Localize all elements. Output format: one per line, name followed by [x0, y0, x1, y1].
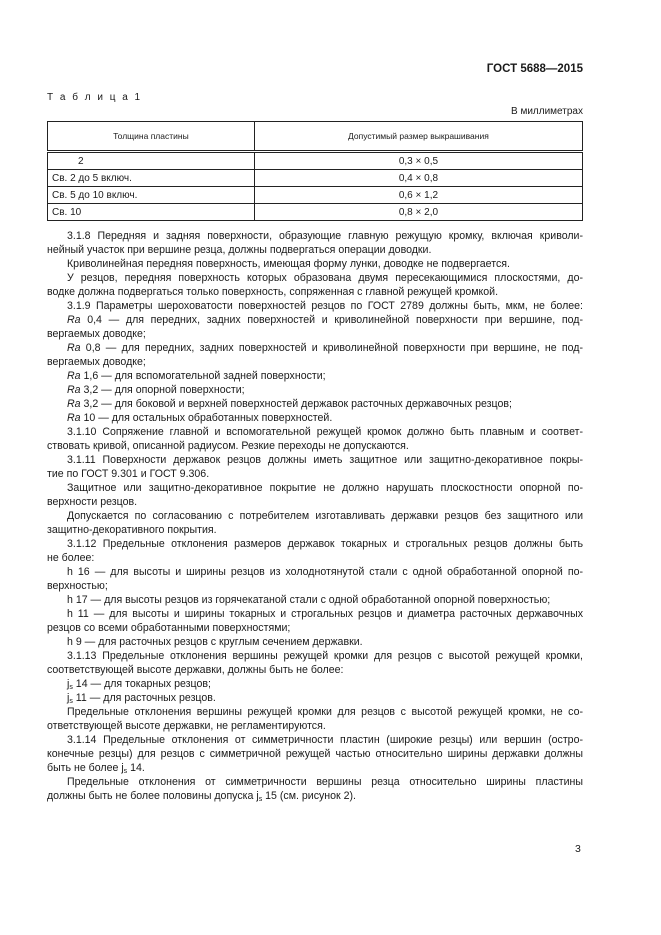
text-segment: j [67, 678, 70, 690]
text-line [47, 551, 583, 565]
text-segment: h 11 — для высоты и ширины токарных и строгальных резцов и диаметра расточных державочных [67, 608, 583, 620]
table-row [48, 204, 583, 221]
text-segment: не более: [47, 552, 95, 564]
text-segment: Криволинейная передняя поверхность, имеющая форму лунки, доводке не подвергается. [67, 258, 510, 270]
table-cell: 0,3 × 0,5 [254, 152, 582, 170]
text-line [47, 383, 583, 397]
text-line [47, 369, 583, 383]
subscript: s [69, 684, 73, 691]
column-header: Допустимый размер выкрашивания [254, 122, 582, 152]
table-row [48, 187, 583, 204]
text-segment: h 9 — для расточных резцов с круглым сечением державки. [67, 636, 363, 648]
text-line [47, 733, 583, 747]
text-segment: Защитное или защитно-декоративное покрытие не должно нарушать плоскостности опорной по- [67, 482, 583, 494]
text-segment: верхности резцов. [47, 496, 138, 508]
table-row [48, 170, 583, 187]
text-segment: Ra [67, 412, 81, 424]
text-segment: 3.1.9 Параметры шероховатости поверхностей резцов по ГОСТ 2789 должны быть, мкм, не более: [67, 300, 583, 312]
text-line [47, 607, 583, 621]
text-segment: Ra [67, 342, 81, 354]
text-line [47, 313, 583, 327]
text-segment: Ra [67, 370, 81, 382]
text-segment: Ra [67, 398, 81, 410]
table-units: В миллиметрах [511, 106, 583, 117]
text-line [47, 439, 583, 453]
text-line [47, 481, 583, 495]
text-line [47, 579, 583, 593]
text-segment: 3.1.14 Предельные отклонения от симметричности пластин (широкие резцы) или вершин (остро- [67, 734, 583, 746]
table-cell: 0,6 × 1,2 [254, 187, 582, 204]
text-segment: 14 — для токарных резцов; [72, 678, 211, 690]
text-segment: У резцов, передняя поверхность которых образована двумя пересекающимися плоскостями, до- [67, 272, 583, 284]
text-line [47, 635, 583, 649]
text-segment: 0,4 — для передних, задних поверхностей и криволинейной поверхности при вершине, под- [80, 314, 583, 326]
text-segment: должны быть не более половины допуска j [47, 790, 259, 802]
text-line [47, 719, 583, 733]
text-segment: j [67, 692, 70, 704]
text-line [47, 341, 583, 355]
text-segment: водке должна подвергаться только поверхность, сопряженная с главной режущей кромкой. [47, 286, 499, 298]
subscript: s [258, 796, 263, 803]
table-cell: Св. 10 [48, 204, 255, 221]
text-segment: 3,2 — для опорной поверхности; [80, 384, 245, 396]
text-segment: верхностью; [47, 580, 108, 592]
text-segment: h 17 — для высоты резцов из горячекатаной стали с одной обработанной опорной поверхностью; [67, 594, 551, 606]
text-line [47, 453, 583, 467]
text-line [47, 761, 583, 775]
text-line [47, 621, 583, 635]
subscript: s [69, 698, 73, 705]
table-cell: Св. 2 до 5 включ. [48, 170, 255, 187]
text-segment: 14. [127, 762, 145, 774]
document-header: ГОСТ 5688—2015 [486, 63, 583, 75]
text-line [47, 467, 583, 481]
table-cell: 2 [48, 152, 255, 170]
text-segment: Предельные отклонения от симметричности вершины резца относительно ширины пластины [67, 776, 583, 788]
column-header: Толщина пластины [48, 122, 255, 152]
text-line [47, 327, 583, 341]
text-line [47, 565, 583, 579]
text-line [47, 285, 583, 299]
text-line [47, 537, 583, 551]
text-line [47, 355, 583, 369]
table-1 [47, 121, 583, 221]
text-segment: Ra [67, 314, 81, 326]
text-segment: 3.1.12 Предельные отклонения размеров державок токарных и строгальных резцов должны быть [67, 538, 583, 550]
text-segment: 0,8 — для передних, задних поверхностей и криволинейной поверхности при вершине, не под- [80, 342, 583, 354]
text-line [47, 229, 583, 243]
text-segment: 15 (см. рисунок 2). [262, 790, 356, 802]
text-segment: ответствующей высоте державки, не регламентируются. [47, 720, 326, 732]
text-segment: 11 — для расточных резцов. [72, 692, 216, 704]
text-line [47, 411, 583, 425]
text-segment: тие по ГОСТ 9.301 и ГОСТ 9.306. [47, 468, 210, 480]
text-line [47, 747, 583, 761]
text-segment: 3,2 — для боковой и верхней поверхностей державок расточных державочных резцов; [80, 398, 512, 410]
text-segment: h 16 — для высоты и ширины резцов из холоднотянутой стали с одной обработанной опорной по- [67, 566, 583, 578]
text-line [47, 509, 583, 523]
table-row [48, 152, 583, 170]
text-segment: вергаемых доводке; [47, 356, 146, 368]
text-segment: ствовать кривой, описанной радиусом. Резкие переходы не допускаются. [47, 440, 409, 452]
text-segment: 3.1.11 Поверхности державок резцов должны иметь защитное или защитно-декоративное покры- [67, 454, 583, 466]
text-line [47, 271, 583, 285]
page-number: 3 [575, 843, 581, 855]
text-segment: Ra [67, 384, 81, 396]
text-line [47, 523, 583, 537]
text-segment: Предельные отклонения вершины режущей кромки для резцов с высотой режущей кромки, не со- [67, 706, 583, 718]
text-segment: быть не более j [47, 762, 124, 774]
text-segment: 3.1.8 Передняя и задняя поверхности, образующие главную режущую кромку, включая криволи- [67, 230, 583, 242]
table-cell: 0,4 × 0,8 [254, 170, 582, 187]
document-body [47, 229, 583, 803]
text-line [47, 775, 583, 789]
text-line [47, 649, 583, 663]
table-cell: Св. 5 до 10 включ. [48, 187, 255, 204]
text-line [47, 257, 583, 271]
text-segment: вергаемых доводке; [47, 328, 146, 340]
subscript: s [123, 768, 128, 775]
text-segment: Допускается по согласованию с потребителем изготавливать державки резцов без защитного или [67, 510, 583, 522]
text-segment: нейный участок при вершине резца, должны подвергаться операции доводки. [47, 244, 432, 256]
text-line [47, 243, 583, 257]
text-segment: резцов со всеми обработанными поверхностями; [47, 622, 291, 634]
text-segment: конечные резцы) для резцов с симметричной режущей частью относительно ширины державки должны [47, 748, 583, 760]
table-caption: Т а б л и ц а 1 [47, 92, 143, 103]
text-line [47, 593, 583, 607]
text-line [47, 705, 583, 719]
text-segment: 10 — для остальных обработанных поверхностей. [80, 412, 333, 424]
text-segment: 3.1.10 Сопряжение главной и вспомогательной режущей кромок должно быть плавным и соответ- [67, 426, 583, 438]
text-segment: соответствующей высоте державки, должны быть не более: [47, 664, 344, 676]
text-line [47, 425, 583, 439]
text-line [47, 691, 583, 705]
text-line [47, 397, 583, 411]
table-cell: 0,8 × 2,0 [254, 204, 582, 221]
text-line [47, 495, 583, 509]
text-segment: 3.1.13 Предельные отклонения вершины режущей кромки для резцов с высотой режущей кромки, [67, 650, 583, 662]
text-line [47, 663, 583, 677]
text-line [47, 789, 583, 803]
text-line [47, 299, 583, 313]
text-segment: 1,6 — для вспомогательной задней поверхности; [80, 370, 326, 382]
text-segment: защитно-декоративного покрытия. [47, 524, 217, 536]
text-line [47, 677, 583, 691]
